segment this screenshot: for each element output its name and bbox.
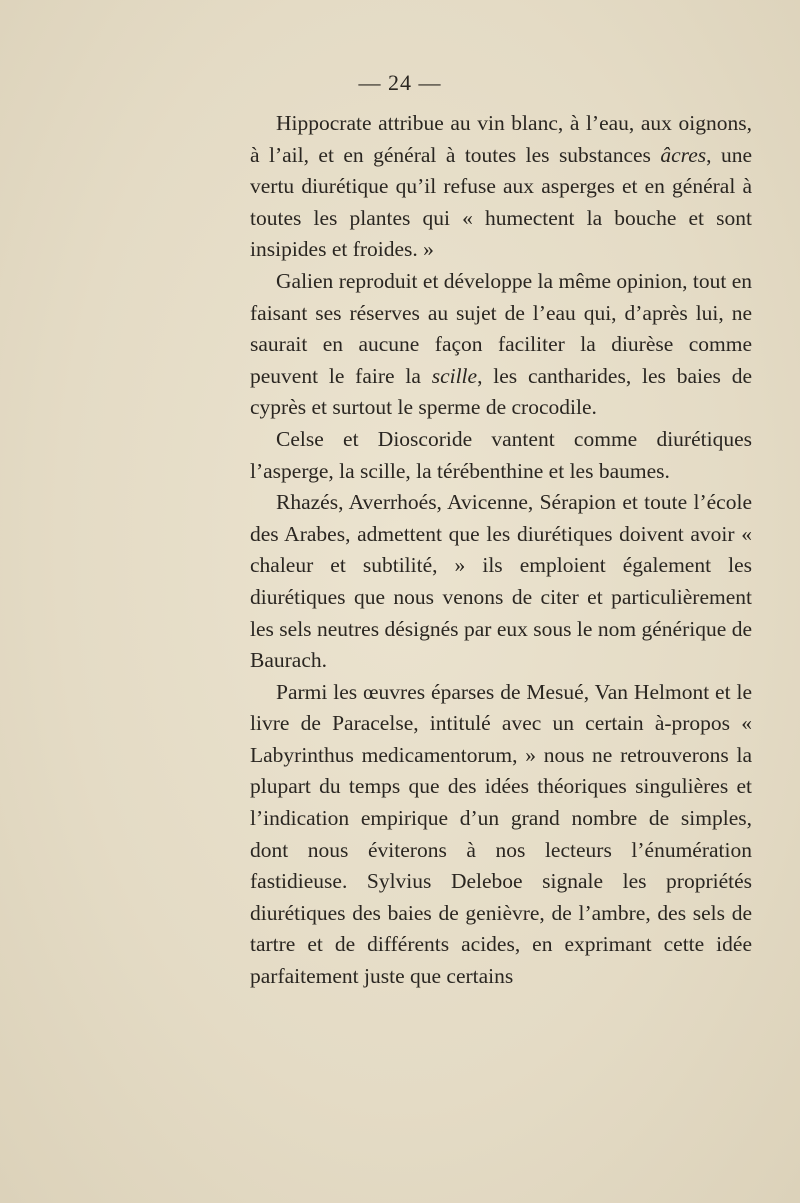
italic-term: âcres: [660, 142, 707, 167]
paragraph-text: Galien reproduit et développe la même opinion, tout en faisant ses réserves au sujet de l’eau qui, d’après lui, ne saurait en aucune façon faciliter la diurèse comme peuvent le faire la: [250, 268, 752, 388]
paragraph-text: , les cantharides, les baies de cyprès et surtout le sperme de crocodile.: [250, 363, 752, 420]
paragraph-text: Hippocrate attribue au vin blanc, à l’eau, aux oignons, à l’ail, et en général à toutes les substances: [250, 111, 752, 167]
page-number: — 24 —: [358, 70, 442, 95]
paragraph-text: Parmi les œuvres éparses de Mesué, Van Helmont et le livre de Paracelse, intitulé avec un certain à-propos « Labyrinthus medicamentorum, » nous ne retrouverons la plupart du temps que des idées théoriques singulières et l’indication empirique d’un grand nombre de simples, dont nous éviterons à nos lecteurs l’énumération fastidieuse. Sylvius Deleboe signale les propriétés diurétiques des baies de genièvre, de l’ambre, des sels de tartre et de différents acides, en exprimant cette idée parfaitement juste que certains: [250, 679, 752, 989]
paragraph-text: Rhazés, Averrhoés, Avicenne, Sérapion et toute l’école des Arabes, admettent que les diurétiques doivent avoir « chaleur et subtilité, » ils emploient également les diurétiques que nous venons de citer et particulièrement les sels neutres désignés par eux sous le nom générique de Baurach.: [250, 490, 752, 673]
paragraph-celse: [250, 424, 752, 487]
paragraph-mesue: [250, 677, 752, 993]
paragraph-text: , une vertu diurétique qu’il refuse aux asperges et en général à toutes les plantes qui « humectent la bouche et sont insipides et froides. »: [250, 142, 752, 262]
paragraph-text: Celse et Dioscoride vantent comme diurétiques l’asperge, la scille, la térébenthine et les baumes.: [250, 426, 752, 483]
body-text: [250, 108, 752, 993]
italic-term: scille: [431, 363, 478, 388]
paragraph-hippocrate: [250, 108, 752, 266]
paragraph-rhazes: [250, 487, 752, 677]
paragraph-galien: [250, 266, 752, 424]
